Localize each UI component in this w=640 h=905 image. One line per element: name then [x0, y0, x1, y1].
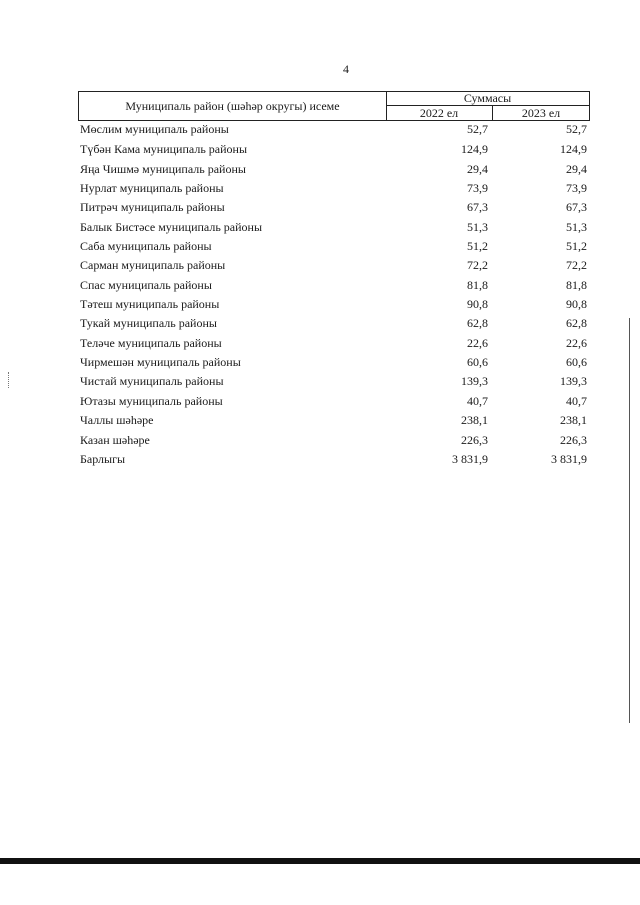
- row-value-2022: 226,3: [461, 432, 488, 447]
- row-name: Казан шәһәре: [80, 432, 150, 447]
- row-value-2022: 238,1: [461, 413, 488, 428]
- table-row: [78, 353, 590, 372]
- row-value-2023: 67,3: [566, 200, 587, 215]
- row-name: Чирмешән муниципаль районы: [80, 355, 241, 370]
- table-row: [78, 411, 590, 430]
- table-row: [78, 295, 590, 314]
- row-value-2023: 51,2: [566, 239, 587, 254]
- row-value-2023: 52,7: [566, 122, 587, 136]
- table-row: [78, 237, 590, 256]
- row-name: Теләче муниципаль районы: [80, 335, 222, 350]
- row-value-2022: 60,6: [467, 355, 488, 370]
- row-value-2023: 226,3: [560, 432, 587, 447]
- row-value-2023: 238,1: [560, 413, 587, 428]
- row-name: Нурлат муниципаль районы: [80, 181, 224, 196]
- table-row: [78, 140, 590, 159]
- table-body: [78, 121, 590, 469]
- row-value-2022: 67,3: [467, 200, 488, 215]
- row-value-2023: 40,7: [566, 393, 587, 408]
- row-value-2023: 81,8: [566, 277, 587, 292]
- table-row: [78, 160, 590, 179]
- row-value-2023: 124,9: [560, 142, 587, 157]
- row-value-2023: 139,3: [560, 374, 587, 389]
- header-sum-column: Суммасы: [386, 92, 590, 106]
- row-name: Түбән Кама муниципаль районы: [80, 142, 248, 157]
- row-value-2023: 62,8: [566, 316, 587, 331]
- row-value-2022: 90,8: [467, 297, 488, 312]
- table-row: [78, 198, 590, 217]
- header-year-2023: 2023 ел: [493, 106, 590, 120]
- row-name: Барлыгы: [80, 451, 126, 466]
- row-name: Яңа Чишмә муниципаль районы: [80, 161, 246, 176]
- row-name: Чаллы шәһәре: [80, 413, 154, 428]
- table-row: [78, 256, 590, 275]
- table-row: [78, 314, 590, 333]
- row-name: Ютазы муниципаль районы: [80, 393, 223, 408]
- row-name: Мөслим муниципаль районы: [80, 122, 229, 136]
- scan-bottom-bar: [0, 858, 640, 864]
- row-value-2022: 3 831,9: [452, 451, 488, 466]
- row-name: Балык Бистәсе муниципаль районы: [80, 219, 263, 234]
- row-name: Спас муниципаль районы: [80, 277, 212, 292]
- row-value-2023: 60,6: [566, 355, 587, 370]
- row-value-2022: 81,8: [467, 277, 488, 292]
- row-value-2022: 51,2: [467, 239, 488, 254]
- row-value-2023: 29,4: [566, 161, 587, 176]
- row-name: Саба муниципаль районы: [80, 239, 212, 254]
- table-row: [78, 450, 590, 469]
- table-row: [78, 334, 590, 353]
- row-value-2022: 22,6: [467, 335, 488, 350]
- table-row: [78, 218, 590, 237]
- row-name: Тукай муниципаль районы: [80, 316, 217, 331]
- row-value-2023: 73,9: [566, 181, 587, 196]
- row-value-2022: 139,3: [461, 374, 488, 389]
- table-row: [78, 392, 590, 411]
- row-value-2022: 62,8: [467, 316, 488, 331]
- header-year-2022: 2022 ел: [386, 106, 493, 120]
- row-value-2023: 90,8: [566, 297, 587, 312]
- table-row: [78, 431, 590, 450]
- row-name: Тәтеш муниципаль районы: [80, 297, 220, 312]
- row-value-2022: 51,3: [467, 219, 488, 234]
- table-row: [78, 372, 590, 391]
- row-name: Сарман муниципаль районы: [80, 258, 226, 273]
- row-value-2023: 51,3: [566, 219, 587, 234]
- row-value-2022: 52,7: [467, 122, 488, 136]
- table-header: [78, 91, 590, 121]
- row-value-2022: 124,9: [461, 142, 488, 157]
- margin-mark: [8, 372, 10, 388]
- funding-table: [78, 91, 590, 469]
- row-value-2023: 72,2: [566, 258, 587, 273]
- table-row: [78, 276, 590, 295]
- row-name: Питрәч муниципаль районы: [80, 200, 225, 215]
- row-value-2022: 40,7: [467, 393, 488, 408]
- row-value-2023: 22,6: [566, 335, 587, 350]
- table-row: [78, 179, 590, 198]
- row-value-2022: 29,4: [467, 161, 488, 176]
- row-value-2022: 73,9: [467, 181, 488, 196]
- header-name-column: Муниципаль район (шәһәр округы) исеме: [78, 92, 387, 120]
- row-name: Чистай муниципаль районы: [80, 374, 224, 389]
- page-number: 4: [343, 62, 349, 76]
- row-value-2023: 3 831,9: [551, 451, 587, 466]
- table-row: [78, 121, 590, 140]
- scan-edge-line: [629, 318, 630, 723]
- row-value-2022: 72,2: [467, 258, 488, 273]
